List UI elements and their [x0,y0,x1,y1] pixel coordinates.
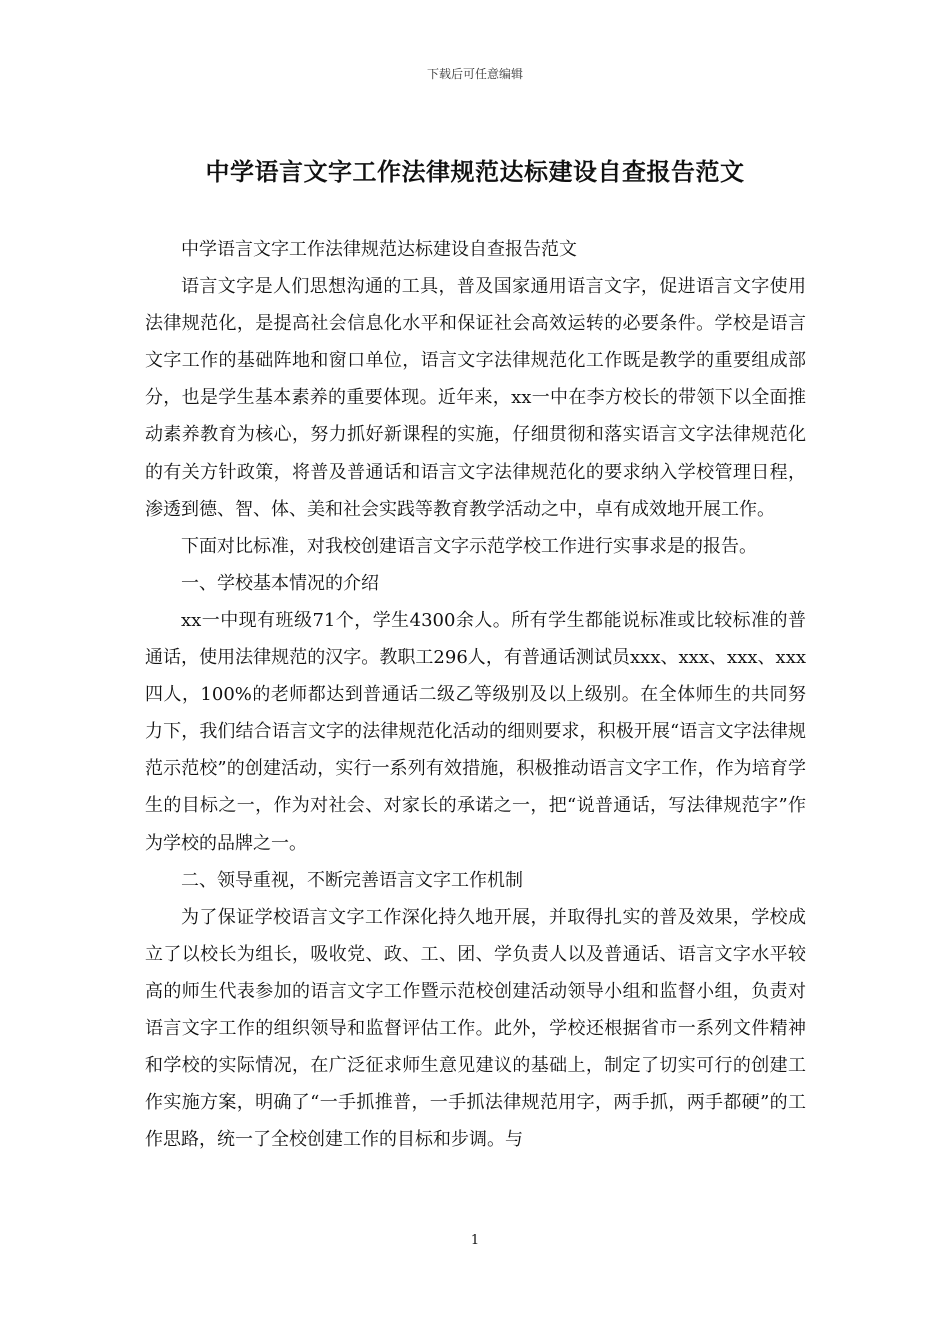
page-header-note: 下载后可任意编辑 [426,67,523,81]
paragraph-school-basics: xx一中现有班级71个，学生4300余人。所有学生都能说标准或比较标准的普通话，使用法律规范的汉字。教职工296人，有普通话测试员xxx、xxx、xxx、xxx四人，100%的老师都达到普通话二级乙等级别及以上级别。在全体师生的共同努力下，我们结合语言文字的法律规范化活动的细则要求，积极开展“语言文字法律规范示范校”的创建活动，实行一系列有效措施，积极推动语言文字工作，作为培育学生的目标之一，作为对社会、对家长的承诺之一，把“说普通话，写法律规范字”作为学校的品牌之一。 [145,609,806,854]
paragraph-intro: 语言文字是人们思想沟通的工具，普及国家通用语言文字，促进语言文字使用法律规范化，是提高社会信息化水平和保证社会高效运转的必要条件。学校是语言文字工作的基础阵地和窗口单位，语言文字法律规范化工作既是教学的重要组成部分，也是学生基本素养的重要体现。近年来，xx一中在李方校长的带领下以全面推动素养教育为核心，努力抓好新课程的实施，仔细贯彻和落实语言文字法律规范化的有关方针政策，将普及普通话和语言文字法律规范化的要求纳入学校管理日程，渗透到德、智、体、美和社会实践等教育教学活动之中，卓有成效地开展工作。 [145,276,806,520]
section-heading-school-basics: 一、学校基本情况的介绍 [181,572,379,594]
paragraph-leadership: 为了保证学校语言文字工作深化持久地开展，并取得扎实的普及效果，学校成立了以校长为组长，吸收党、政、工、团、学负责人以及普通话、语言文字水平较高的师生代表参加的语言文字工作暨示范校创建活动领导小组和监督小组，负责对语言文字工作的组织领导和监督评估工作。此外，学校还根据省市一系列文件精神和学校的实际情况，在广泛征求师生意见建议的基础上，制定了切实可行的创建工作实施方案，明确了“一手抓推普，一手抓法律规范用字，两手抓，两手都硬”的工作思路，统一了全校创建工作的目标和步调。与 [145,906,806,1151]
page-number: 1 [470,1233,480,1248]
paragraph-subtitle: 中学语言文字工作法律规范达标建设自查报告范文 [181,239,577,260]
section-heading-leadership: 二、领导重视，不断完善语言文字工作机制 [181,869,523,891]
document-title: 中学语言文字工作法律规范达标建设自查报告范文 [205,157,745,186]
document-body [145,231,806,1158]
paragraph-report-statement: 下面对比标准，对我校创建语言文字示范学校工作进行实事求是的报告。 [181,535,757,557]
